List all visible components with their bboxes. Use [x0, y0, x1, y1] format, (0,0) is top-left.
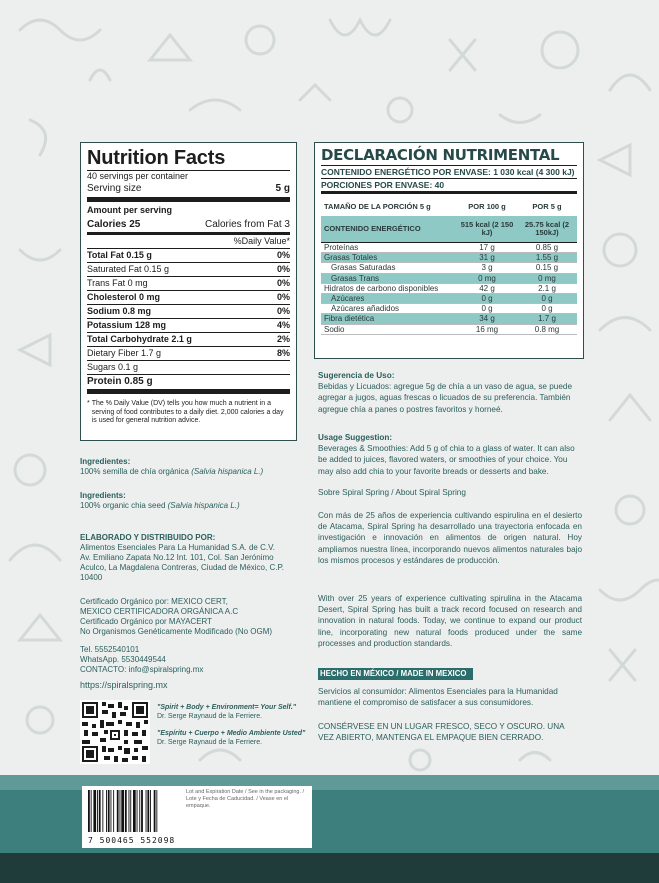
- declaracion-row: [321, 253, 577, 263]
- serving-size-row: Serving size 5 g: [87, 182, 290, 202]
- declaracion-label: Grasas Totales: [321, 253, 457, 263]
- nutrient-row: [87, 361, 290, 375]
- ingredientes-block: [80, 457, 263, 477]
- nutrient-row: [87, 305, 290, 319]
- declaracion-value: 0.8 mg: [517, 324, 577, 334]
- barcode-bars: [82, 786, 182, 834]
- declaracion-label: Fibra dietética: [321, 314, 457, 324]
- declaracion-row: [321, 273, 577, 283]
- declaracion-value: 0 g: [457, 294, 517, 304]
- barcode-bar: [120, 790, 121, 832]
- nutrient-dv: 0%: [276, 278, 290, 288]
- declaracion-value: 1.55 g: [517, 253, 577, 263]
- declaracion-value: 0 mg: [457, 273, 517, 283]
- nutrient-label: Total Carbohydrate 2.1 g: [87, 334, 192, 344]
- declaracion-value: 2.1 g: [517, 283, 577, 293]
- barcode-bar: [106, 790, 107, 832]
- ingredients-text: 100% organic chia seed (Salvia hispanica L.): [80, 501, 240, 510]
- footer-stripe-dark: [0, 853, 659, 883]
- servicios-consumidor: Servicios al consumidor: Alimentos Esenciales para la Humanidad mantiene el compromiso de satisfacer a sus consumidores.: [318, 687, 558, 708]
- declaracion-row: [321, 243, 577, 253]
- barcode-bar: [97, 790, 98, 832]
- declaracion-header-row: [321, 198, 577, 216]
- sugerencia-block: [318, 370, 582, 415]
- declaracion-row: [321, 263, 577, 273]
- declaracion-title: DECLARACIÓN NUTRIMENTAL: [321, 146, 560, 164]
- ingredientes-title: Ingredientes:: [80, 457, 131, 466]
- quote-block: [157, 703, 305, 747]
- certificacion-block: [80, 597, 272, 637]
- ingredientes-text: 100% semilla de chía orgánica (Salvia hispanica L.): [80, 467, 264, 476]
- energy-label: CONTENIDO ENERGÉTICO: [321, 216, 457, 243]
- elaborado-line: 10400: [80, 573, 103, 582]
- barcode-bar: [102, 790, 103, 832]
- contact-email[interactable]: CONTACTO: info@spiralspring.mx: [80, 665, 204, 674]
- barcode-bar: [150, 790, 151, 832]
- declaracion-label: Sodio: [321, 324, 457, 334]
- amount-per-serving: Amount per serving: [87, 205, 173, 215]
- elaborado-title: ELABORADO Y DISTRIBUIDO POR:: [80, 533, 216, 542]
- declaracion-row: [321, 314, 577, 324]
- declaracion-value: 0.15 g: [517, 263, 577, 273]
- ingredients-block: [80, 491, 240, 511]
- nutrient-row: [87, 347, 290, 361]
- declaracion-label: Azúcares: [321, 294, 457, 304]
- nutrient-label: Potassium 128 mg: [87, 320, 167, 330]
- sobre-text-es: Con más de 25 años de experiencia cultivando espirulina en el desierto de Atacama, Spiral Spring ha desarrollado una trayectoria enfocada en investigación e innovación en alimentos de origen natural. Hoy ampliamos nuestra línea, incorporando nuevos alimentos naturales bajo los mismos procesos y estándares de producción.: [318, 511, 582, 565]
- declaracion-table: [321, 198, 577, 335]
- barcode-bar: [147, 790, 149, 832]
- declaracion-value: 0 g: [457, 304, 517, 314]
- contenido-energetico-envase: CONTENIDO ENERGÉTICO POR ENVASE: 1 030 kcal (4 300 kJ): [321, 167, 575, 177]
- nutrient-label: Trans Fat 0 mg: [87, 278, 148, 288]
- barcode-bar: [111, 790, 112, 832]
- nutrient-label: Saturated Fat 0.15 g: [87, 264, 170, 274]
- declaracion-row: [321, 304, 577, 314]
- nutrition-facts-panel: [80, 142, 297, 441]
- nutrient-dv: 2%: [276, 334, 290, 344]
- website-link[interactable]: https://spiralspring.mx: [80, 680, 168, 690]
- sugerencia-text: Bebidas y Licuados: agregue 5g de chía a un vaso de agua, se puede agregar a jugos, aguas frescas o licuados de su preferencia. También agregue chía a panes o postres favoritos y horneé.: [318, 382, 573, 414]
- barcode-bar: [88, 790, 90, 832]
- quote-english: "Spirit + Body + Environment= Your Self.": [157, 704, 297, 711]
- barcode-bar: [93, 790, 96, 832]
- sobre-title: Sobre Spiral Spring / About Spiral Spring: [318, 488, 466, 497]
- col-100g: POR 100 g: [468, 202, 506, 211]
- barcode-bar: [156, 790, 157, 832]
- contact-block: [80, 645, 203, 675]
- declaracion-label: Grasas Saturadas: [321, 263, 457, 273]
- usage-block: [318, 432, 582, 477]
- quote-english-author: Dr. Serge Raynaud de la Ferriere.: [157, 713, 263, 720]
- cert-line: MEXICO CERTIFICADORA ORGÁNICA A.C: [80, 607, 239, 616]
- nutrient-row: [87, 277, 290, 291]
- qr-code[interactable]: [80, 700, 150, 764]
- barcode-bar: [121, 790, 124, 832]
- hecho-en-mexico-band: HECHO EN MÉXICO / MADE IN MEXICO: [318, 668, 473, 680]
- elaborado-line: Aculco, La Magdalena Contreras, Ciudad de México, C.P.: [80, 563, 284, 572]
- nutrient-rows: [87, 249, 290, 375]
- nutrient-dv: 0%: [276, 250, 290, 260]
- barcode-bar: [108, 790, 110, 832]
- energy-row: [321, 216, 577, 243]
- phone[interactable]: Tel. 5552540101: [80, 645, 140, 654]
- nutrient-row: [87, 333, 290, 347]
- nutrient-dv: 0%: [276, 306, 290, 316]
- lot-expiration-box: [182, 786, 312, 848]
- col-5g: POR 5 g: [532, 202, 562, 211]
- nutrition-footnote: * The % Daily Value (DV) tells you how much a nutrient in a serving of food contributes to a daily diet. 2,000 calories a day is used for general nutrition advice.: [87, 400, 284, 424]
- nutrient-label: Cholesterol 0 mg: [87, 292, 161, 302]
- declaracion-label: Grasas Trans: [321, 273, 457, 283]
- declaracion-value: 16 mg: [457, 324, 517, 334]
- calories-row: Calories 25 Calories from Fat 3: [87, 217, 290, 235]
- col-portion: TAMAÑO DE LA PORCIÓN 5 g: [324, 202, 431, 211]
- servings-per-container: 40 servings per container: [87, 171, 189, 181]
- nutrient-row: [87, 291, 290, 305]
- nutrient-dv: 0%: [276, 292, 290, 302]
- protein-row: Protein 0.85 g: [87, 375, 290, 394]
- sugerencia-title: Sugerencia de Uso:: [318, 371, 395, 380]
- declaracion-value: 34 g: [457, 314, 517, 324]
- nutrient-row: [87, 319, 290, 333]
- declaracion-label: Proteínas: [321, 243, 457, 253]
- nutrient-label: Total Fat 0.15 g: [87, 250, 152, 260]
- barcode-bar: [113, 790, 114, 832]
- porciones-envase: PORCIONES POR ENVASE: 40: [321, 180, 445, 190]
- barcode-bar: [91, 790, 92, 832]
- nutrient-row: [87, 249, 290, 263]
- barcode-bar: [130, 790, 131, 832]
- energy-100g: 515 kcal (2 150 kJ): [457, 216, 517, 243]
- barcode-number: 7 500465 552098: [88, 836, 176, 845]
- elaborado-line: Av. Emiliano Zapata No.12 Int. 101, Col. San Jerónimo: [80, 553, 274, 562]
- declaracion-panel: [314, 142, 584, 359]
- elaborado-block: [80, 533, 305, 583]
- energy-5g: 25.75 kcal (2 150kJ): [517, 216, 577, 243]
- declaracion-value: 1.7 g: [517, 314, 577, 324]
- declaracion-value: 17 g: [457, 243, 517, 253]
- nutrient-label: Sugars 0.1 g: [87, 362, 139, 372]
- declaracion-label: Azúcares añadidos: [321, 304, 457, 314]
- declaracion-value: 0 g: [517, 294, 577, 304]
- cert-line: Certificado Orgánico por: MEXICO CERT,: [80, 597, 228, 606]
- lot-expiration-text: Lot and Expiration Date / See in the packaging. / Lote y Fecha de Caducidad. / Vease en el empaque.: [186, 789, 305, 809]
- nutrition-facts-title: Nutrition Facts: [87, 147, 226, 169]
- barcode: [82, 786, 182, 848]
- barcode-bar: [117, 790, 119, 832]
- declaracion-value: 31 g: [457, 253, 517, 263]
- nutrient-dv: 8%: [276, 348, 290, 358]
- barcode-bar: [154, 790, 156, 832]
- declaracion-value: 0 g: [517, 304, 577, 314]
- conservese-text: CONSÉRVESE EN UN LUGAR FRESCO, SECO Y OSCURO. UNA VEZ ABIERTO, MANTENGA EL EMPAQUE BIEN CERRADO.: [318, 722, 565, 743]
- cert-line: Certificado Orgánico por MAYACERT: [80, 617, 213, 626]
- barcode-bar: [139, 790, 140, 832]
- barcode-bar: [146, 790, 147, 832]
- whatsapp[interactable]: WhatsApp. 5530449544: [80, 655, 166, 664]
- cert-line: No Organismos Genéticamente Modificado (No OGM): [80, 627, 273, 636]
- declaracion-value: 0 mg: [517, 273, 577, 283]
- barcode-bar: [125, 790, 127, 832]
- declaracion-value: 0.85 g: [517, 243, 577, 253]
- declaracion-value: 3 g: [457, 263, 517, 273]
- nutrient-dv: 0%: [276, 264, 290, 274]
- nutrient-label: Sodium 0.8 mg: [87, 306, 152, 316]
- nutrient-label: Dietary Fiber 1.7 g: [87, 348, 162, 358]
- barcode-bar: [137, 790, 138, 832]
- ingredients-title: Ingredients:: [80, 491, 126, 500]
- daily-value-header: %Daily Value*: [87, 235, 290, 249]
- barcode-bar: [141, 790, 143, 832]
- quote-spanish-author: Dr. Serge Raynaud de la Ferriere.: [157, 739, 263, 746]
- usage-text: Beverages & Smoothies: Add 5 g of chia to a glass of water. It can also be added to juices, flavored waters, or smoothies of your choice. You may also add chia to your favorite breads or desserts and bake.: [318, 444, 575, 476]
- declaracion-row: [321, 324, 577, 334]
- nutrient-dv: 4%: [276, 320, 290, 330]
- declaracion-row: [321, 283, 577, 293]
- declaracion-row: [321, 294, 577, 304]
- barcode-bar: [133, 790, 136, 832]
- declaracion-value: 42 g: [457, 283, 517, 293]
- sobre-text-en: With over 25 years of experience cultivating spirulina in the Atacama Desert, Spiral Spring has built a track record focused on research and innovation in natural foods. Today, we continue to expand our product line, incorporating new natural foods produced under the same processes and production standards.: [318, 594, 582, 648]
- elaborado-line: Alimentos Esenciales Para La Humanidad S.A. de C.V.: [80, 543, 275, 552]
- usage-title: Usage Suggestion:: [318, 433, 393, 442]
- nutrient-row: [87, 263, 290, 277]
- quote-spanish: "Espíritu + Cuerpo + Medio Ambiente Usted": [157, 730, 306, 737]
- barcode-bar: [99, 790, 101, 832]
- barcode-bar: [129, 790, 130, 832]
- declaracion-label: Hidratos de carbono disponibles: [321, 283, 457, 293]
